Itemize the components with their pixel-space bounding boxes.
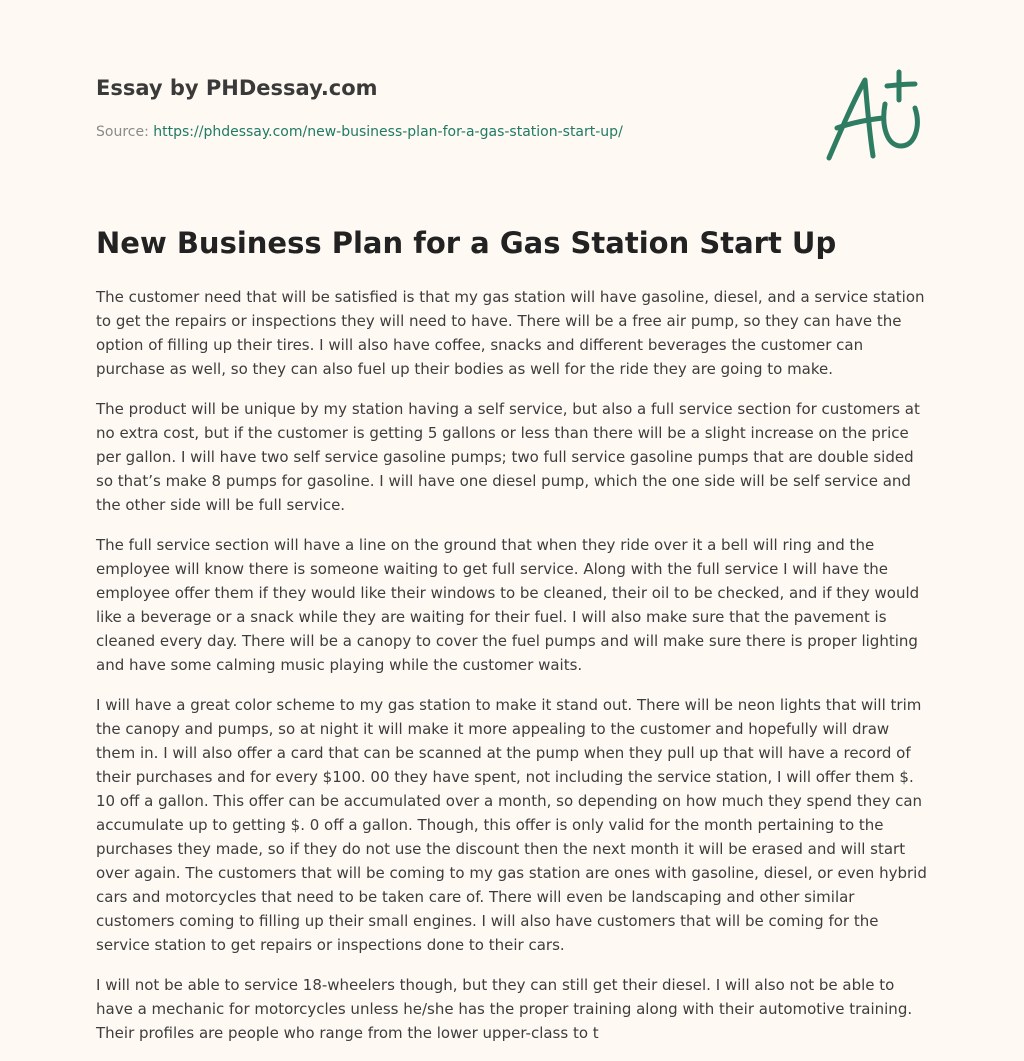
site-brand: Essay by PHDessay.com <box>96 76 378 100</box>
a-plus-logo-icon <box>823 68 927 166</box>
essay-paragraph: The full service section will have a line on the ground that when they ride over it a bell will ring and the employee will know there is someone waiting to get full service. Along with the full service I will have the employee offer them if they would like their windows to be cleaned, their oil to be checked, and if they would like a beverage or a snack while they are waiting for their fuel. I will also make sure that the pavement is cleaned every day. There will be a canopy to cover the fuel pumps and will make sure there is proper lighting and have some calming music playing while the customer waits. <box>96 536 920 674</box>
essay-title: New Business Plan for a Gas Station Start Up <box>96 226 837 260</box>
essay-paragraph: I will have a great color scheme to my gas station to make it stand out. There will be neon lights that will trim the canopy and pumps, so at night it will make it more appealing to the customer and hopefully will draw them in. I will also offer a card that can be scanned at the pump when they pull up that will have a record of their purchases and for every $100. 00 they have spent, not including the service station, I will offer them $. 10 off a gallon. This offer can be accumulated over a month, so depending on how much they spend they can accumulate up to getting $. 0 off a gallon. Though, this offer is only valid for the month pertaining to the purchases they made, so if they do not use the discount then the next month it will be erased and will start over again. The customers that will be coming to my gas station are ones with gasoline, diesel, or even hybrid cars and motorcycles that need to be taken care of. There will even be landscaping and other similar customers coming to filling up their small engines. I will also have customers that will be coming for the service station to get repairs or inspections done to their cars. <box>96 696 927 954</box>
source-link[interactable]: https://phdessay.com/new-business-plan-for-a-gas-station-start-up/ <box>153 124 623 140</box>
source-line <box>96 124 623 140</box>
essay-paragraph: The customer need that will be satisfied is that my gas station will have gasoline, diesel, and a service station to get the repairs or inspections they will need to have. There will be a free air pump, so they can have the option of filling up their tires. I will also have coffee, snacks and different beverages the customer can purchase as well, so they can also fuel up their bodies as well for the ride they are going to make. <box>96 288 925 378</box>
essay-paragraph: The product will be unique by my station having a self service, but also a full service section for customers at no extra cost, but if the customer is getting 5 gallons or less than there will be a slight increase on the price per gallon. I will have two self service gasoline pumps; two full service gasoline pumps that are double sided so that’s make 8 pumps for gasoline. I will have one diesel pump, which the one side will be self service and the other side will be full service. <box>96 400 920 514</box>
source-label: Source: <box>96 124 149 140</box>
essay-body <box>96 285 931 1061</box>
essay-paragraph: I will not be able to service 18-wheelers though, but they can still get their diesel. I will also not be able to have a mechanic for motorcycles unless he/she has the proper training along with their automotive training. Their profiles are people who range from the lower upper-class to t <box>96 976 913 1042</box>
